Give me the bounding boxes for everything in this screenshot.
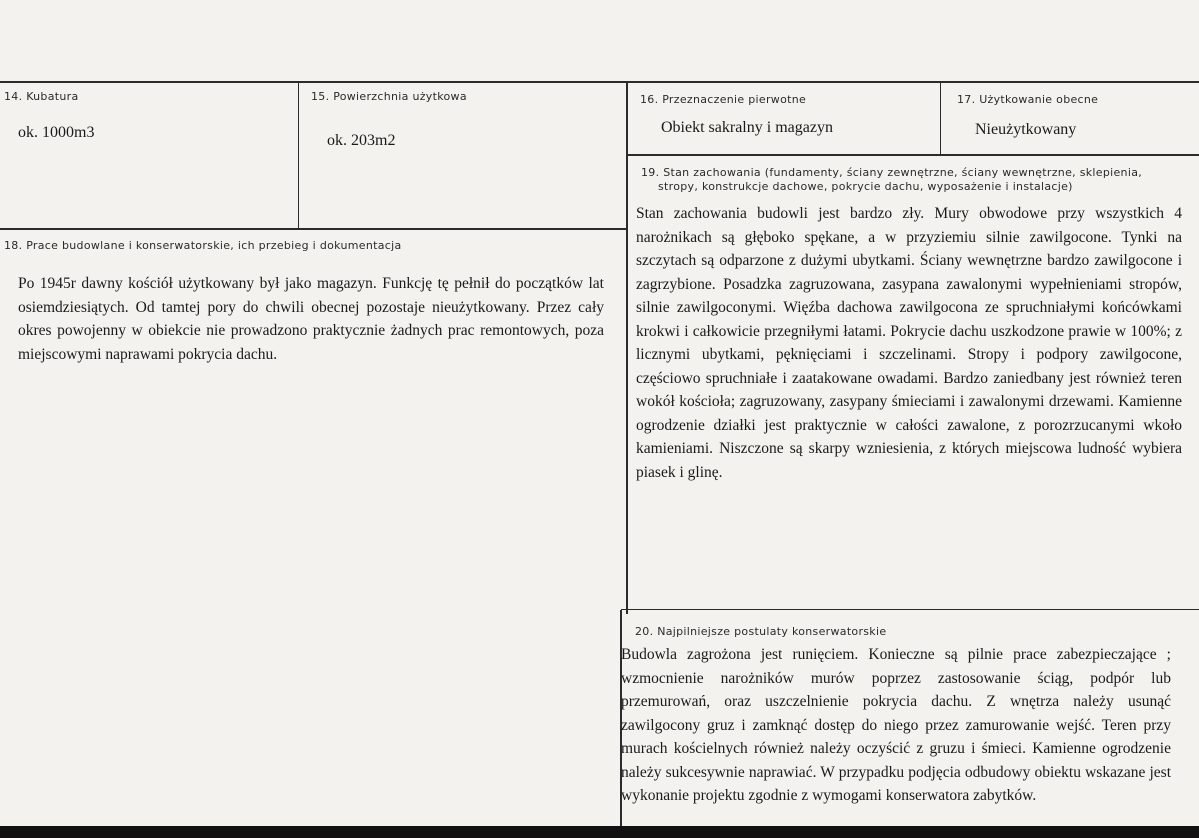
divider-left-right bbox=[626, 82, 628, 614]
field-17-value: Nieużytkowany bbox=[975, 121, 1077, 138]
field-18-label: 18. Prace budowlane i konserwatorskie, ich przebieg i dokumentacja bbox=[4, 239, 402, 252]
field-16-label: 16. Przeznaczenie pierwotne bbox=[640, 93, 807, 106]
field-17-label: 17. Użytkowanie obecne bbox=[957, 93, 1099, 106]
field-19-text: Stan zachowania budowli jest bardzo zły. Mury obwodowe przy wszystkich 4 narożnikach są głęboko spękane, a w przyziemiu silnie zawilgocone. Tynki na szczytach są odparzone z dużymi ubytkami. Ściany wewnętrzne bardzo zawilgocone i zagrzybione. Posadzka zagruzowana, zasypana zawalonymi wypełnieniami stropów, silnie zawilgoconymi. Więźba dachowa zawilgocona ze spruchniałymi końcówkami krokwi i całkowicie przegniłymi łatami. Pokrycie dachu uszkodzone prawie w 100%; z licznymi ubytkami, pęknięciami i szczelinami. Stropy i podpory zawilgocone, częściowo spruchniałe i zaatakowane owadami. Bardzo zaniedbany jest również teren wokół kościoła; zagruzowany, zasypany śmieciami i zawalonymi drzewami. Kamienne ogrodzenie działki jest praktycznie w całości zawalone, z porozrzucanymi wkoło kamieniami. Niszczone są skarpy wzniesienia, z których miejscowa ludność wybiera piasek i glinę. bbox=[636, 205, 1182, 481]
rule-under-14-15 bbox=[0, 228, 627, 230]
field-15-label: 15. Powierzchnia użytkowa bbox=[311, 90, 467, 103]
top-rule bbox=[0, 81, 1199, 83]
rule-above-20 bbox=[621, 609, 1199, 610]
field-16-value: Obiekt sakralny i magazyn bbox=[661, 119, 833, 136]
field-18-text: Po 1945r dawny kościół użytkowany był jako magazyn. Funkcję tę pełnił do początków lat osiemdziesiątych. Od tamtej pory do chwili obecnej pozostaje nieużytkowany. Przez cały okres powojenny w obiekcie nie prowadzono praktycznie żadnych prac remontowych, poza miejscowymi naprawami pokrycia dachu. bbox=[18, 275, 604, 363]
field-19-label-line1: 19. Stan zachowania (fundamenty, ściany zewnętrzne, ściany wewnętrzne, sklepienia, bbox=[641, 166, 1143, 179]
rule-under-16-17 bbox=[627, 154, 1199, 156]
field-14-label: 14. Kubatura bbox=[4, 90, 79, 103]
field-14-value: ok. 1000m3 bbox=[18, 124, 95, 141]
divider-14-15 bbox=[298, 82, 299, 228]
field-19-label-line2: stropy, konstrukcje dachowe, pokrycie dachu, wyposażenie i instalacje) bbox=[658, 180, 1073, 193]
scan-bottom-edge bbox=[0, 826, 1199, 838]
divider-16-17 bbox=[940, 82, 941, 154]
field-20-text: Budowla zagrożona jest runięciem. Konieczne są pilnie prace zabezpieczające ; wzmocnienie narożników murów poprzez zastosowanie ściąg, podpór lub przemurowań, oraz uszczelnienie pokrycia dachu. Z wnętrza należy usunąć zawilgocony gruz i zamknąć dostęp do niego przez zamurowanie wejść. Teren przy murach kościelnych również należy oczyścić z gruzu i śmieci. Kamienne ogrodzenie należy sukcesywnie naprawiać. W przypadku podjęcia odbudowy obiektu wskazane jest wykonanie projektu zgodnie z wymogami konserwatora zabytków. bbox=[621, 646, 1171, 804]
field-15-value: ok. 203m2 bbox=[327, 132, 396, 149]
field-20-label: 20. Najpilniejsze postulaty konserwatorskie bbox=[635, 625, 887, 638]
